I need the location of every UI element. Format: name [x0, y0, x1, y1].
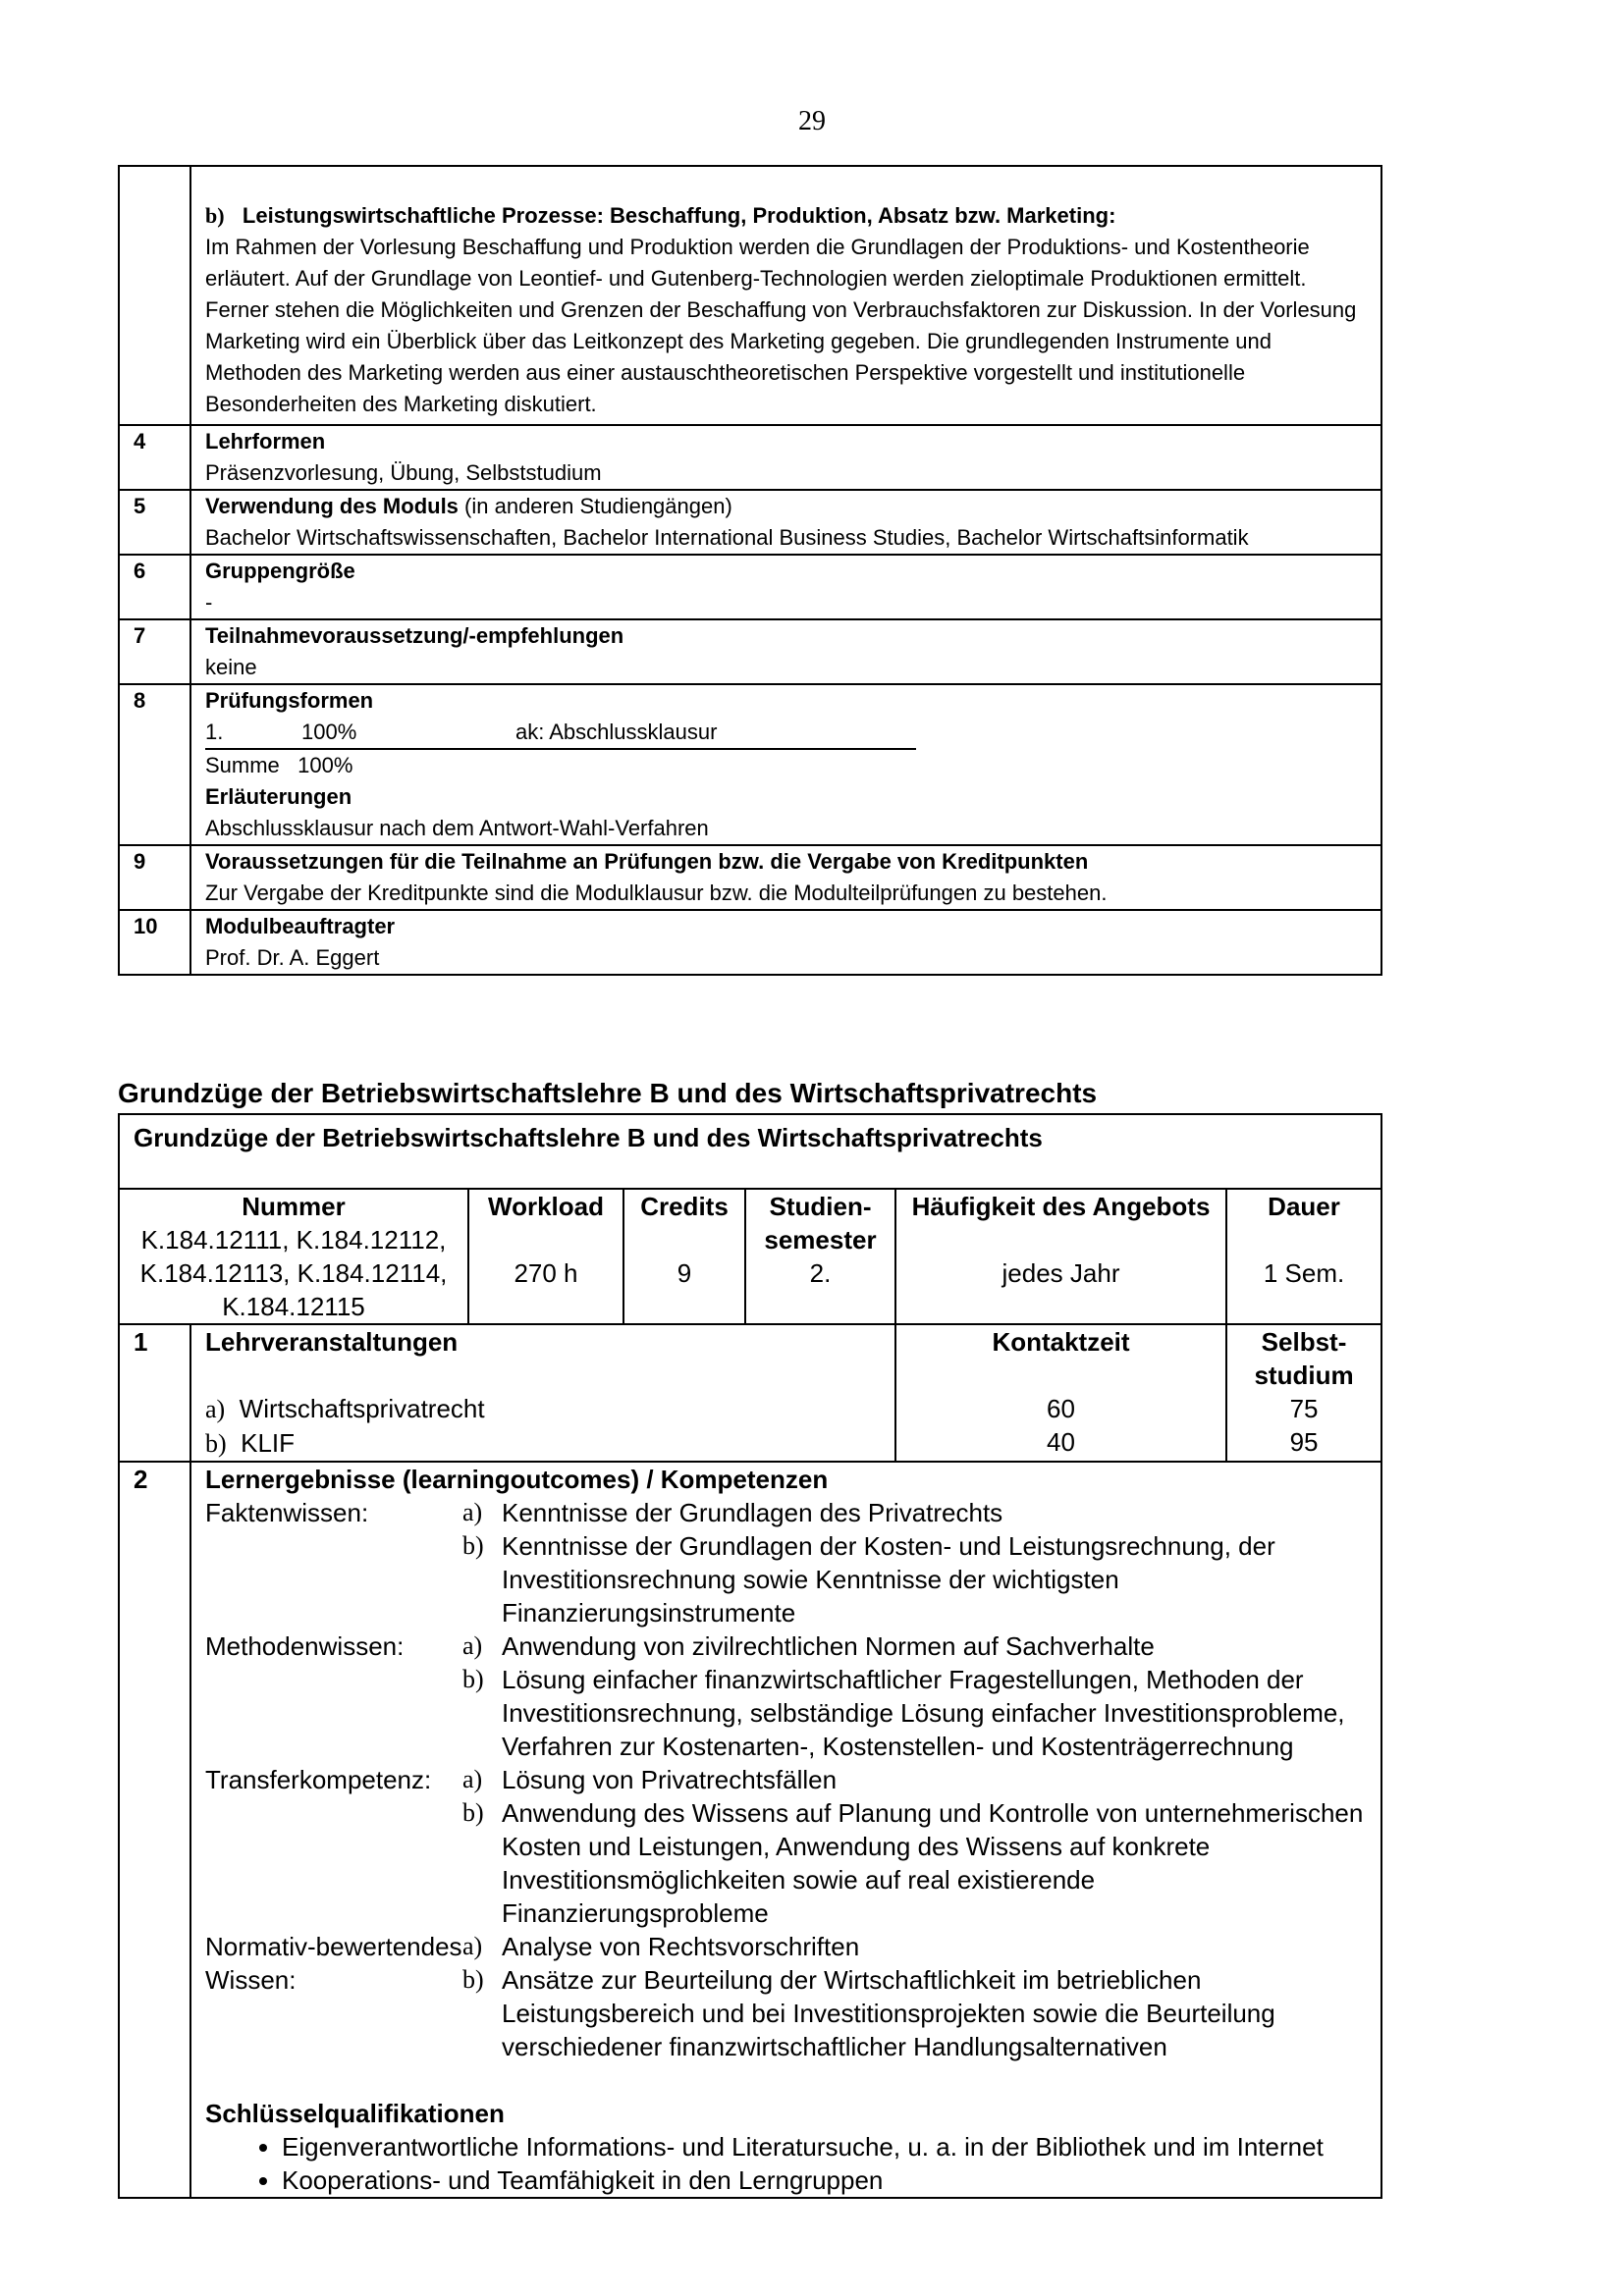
exam-item-type: ak: Abschlussklausur: [515, 720, 718, 744]
lo-group: [205, 1930, 1367, 2063]
table-row: [119, 490, 1381, 555]
module-table-continued: [118, 165, 1382, 976]
content-text: Im Rahmen der Vorlesung Beschaffung und Produktion werden die Grundlagen der Produktions- und Kostentheorie erläutert. Auf der Grundlage von Leontief- und Gutenberg-Technologien werden zieloptimale Produktionen ermittelt. Ferner stehen die Möglichkeiten und Grenzen der Beschaffung von Verbrauchsfaktoren zur Diskussion. In der Vorlesung Marketing wird ein Überblick über das Leitkonzept des Marketing gegeben. Die grundlegenden Instrumente und Methoden des Marketing werden aus einer austauschtheoretischen Perspektive vorgestellt und institutionelle Besonderheiten des Marketing diskutiert.: [205, 235, 1357, 416]
row-text: keine: [205, 655, 257, 679]
lo-group: [205, 1763, 1367, 1930]
list-marker: b): [462, 1531, 484, 1560]
content-cell-b: [190, 166, 1381, 425]
header-semester: Studien-semester: [764, 1192, 877, 1255]
value-credits: 9: [677, 1258, 692, 1288]
row-number: 5: [119, 490, 190, 555]
exam-notes-title: Erläuterungen: [205, 784, 352, 809]
lo-item: Kenntnisse der Grundlagen der Kosten- und Leistungsrechnung, der Investitionsrechnung sowie Kenntnisse der wichtigsten Finanzierungsinstrumente: [502, 1531, 1275, 1628]
table-row: [119, 1189, 1381, 1324]
lv-title: Lehrveranstaltungen: [205, 1327, 459, 1357]
table-row: [119, 555, 1381, 619]
list-marker: b): [205, 1429, 227, 1458]
header-nummer: Nummer: [242, 1192, 346, 1221]
header-credits: Credits: [640, 1192, 729, 1221]
exam-line: [205, 717, 916, 750]
exam-sum-label: Summe: [205, 753, 280, 777]
list-marker: a): [462, 1765, 483, 1793]
value-semester: 2.: [809, 1258, 832, 1288]
lo-item: Kenntnisse der Grundlagen des Privatrechts: [502, 1498, 1003, 1527]
row-title: Modulbeauftragter: [205, 914, 396, 938]
value-dauer: 1 Sem.: [1263, 1258, 1345, 1288]
exam-item-pct: 100%: [301, 720, 357, 744]
row-title-suffix: (in anderen Studiengängen): [458, 494, 732, 518]
list-marker: a): [462, 1932, 483, 1960]
row-text: Prof. Dr. A. Eggert: [205, 945, 380, 970]
table-row: [119, 166, 1381, 425]
list-marker: b): [205, 203, 225, 228]
exam-sum-pct: 100%: [298, 753, 353, 777]
lv-selbst-value: 95: [1289, 1427, 1319, 1457]
module-heading: Grundzüge der Betriebswirtschaftslehre B und des Wirtschaftsprivatrechts: [118, 1078, 1098, 1108]
lo-item: Lösung einfacher finanzwirtschaftlicher Fragestellungen, Methoden der Investitionsrechnung, selbständige Lösung einfacher Investitionsprobleme, Verfahren zur Kostenarten-, Kostenstellen- und Kostenträgerrechnung: [502, 1665, 1345, 1761]
sq-title: Schlüsselqualifikationen: [205, 2099, 505, 2128]
row-number: 2: [119, 1462, 190, 2198]
lo-group-label: Normativ-bewertendes Wissen:: [205, 1932, 462, 1995]
page-number: 29: [798, 106, 826, 136]
list-marker: b): [462, 1665, 484, 1693]
table-row: [119, 1462, 1381, 2198]
lo-group-label: Faktenwissen:: [205, 1498, 369, 1527]
exam-title: Prüfungsformen: [205, 688, 374, 713]
lo-item: Anwendung des Wissens auf Planung und Kontrolle von unternehmerischen Kosten und Leistungen, Anwendung des Wissens auf konkrete Investitionsmöglichkeiten sowie auf real existierende Finanzierungsprobleme: [502, 1798, 1364, 1928]
row-title: Gruppengröße: [205, 559, 355, 583]
table-row: [119, 910, 1381, 975]
exam-notes-text: Abschlussklausur nach dem Antwort-Wahl-Verfahren: [205, 816, 709, 840]
header-dauer: Dauer: [1268, 1192, 1340, 1221]
header-workload: Workload: [488, 1192, 604, 1221]
lo-group: [205, 1496, 1367, 1629]
lo-item: Lösung von Privatrechtsfällen: [502, 1765, 838, 1794]
row-text: -: [205, 590, 213, 614]
row-title: Voraussetzungen für die Teilnahme an Prüfungen bzw. die Vergabe von Kreditpunkten: [205, 849, 1089, 874]
module-table: [118, 1113, 1382, 2199]
table-row: [119, 684, 1381, 845]
list-marker: b): [462, 1798, 484, 1827]
row-title: Teilnahmevoraussetzung/-empfehlungen: [205, 623, 624, 648]
content-title: Leistungswirtschaftliche Prozesse: Beschaffung, Produktion, Absatz bzw. Marketing:: [242, 203, 1116, 228]
value-haeufigkeit: jedes Jahr: [1001, 1258, 1120, 1288]
lv-selbst-value: 75: [1289, 1394, 1319, 1423]
list-item: • Eigenverantwortliche Informations- und Literatursuche, u. a. in der Bibliothek und im Internet: [282, 2130, 1367, 2163]
lo-group-label: Transferkompetenz:: [205, 1765, 432, 1794]
sq-list: [205, 2130, 1367, 2197]
exam-item-no: 1.: [205, 720, 224, 744]
lv-item-name: KLIF: [241, 1428, 296, 1458]
table-row: [119, 425, 1381, 490]
row-number: 1: [119, 1324, 190, 1462]
lo-group-label: Methodenwissen:: [205, 1631, 405, 1661]
lv-kontakt-value: 60: [1047, 1394, 1075, 1423]
lo-item: Ansätze zur Beurteilung der Wirtschaftlichkeit im betrieblichen Leistungsbereich und bei Investitionsprojekten sowie die Beurteilung verschiedener finanzwirtschaftlicher Handlungsalternativen: [502, 1965, 1275, 2061]
lv-item: [205, 1426, 881, 1461]
header-haeufigkeit: Häufigkeit des Angebots: [911, 1192, 1211, 1221]
lo-item: Analyse von Rechtsvorschriften: [502, 1932, 860, 1961]
row-title: Verwendung des Moduls: [205, 494, 459, 518]
row-number: 10: [119, 910, 190, 975]
header-kontaktzeit: Kontaktzeit: [992, 1327, 1130, 1357]
lv-item-name: Wirtschaftsprivatrecht: [239, 1394, 485, 1423]
lo-group: [205, 1629, 1367, 1763]
lv-item: [205, 1392, 881, 1426]
value-workload: 270 h: [514, 1258, 578, 1288]
list-item: • Kooperations- und Teamfähigkeit in den Lerngruppen: [282, 2163, 1367, 2197]
list-marker: b): [462, 1965, 484, 1994]
row-text: Präsenzvorlesung, Übung, Selbststudium: [205, 460, 602, 485]
row-title: Lehrformen: [205, 429, 326, 454]
module-table-title: Grundzüge der Betriebswirtschaftslehre B und des Wirtschaftsprivatrechts: [119, 1114, 1381, 1189]
list-marker: a): [205, 1395, 226, 1423]
row-number: 6: [119, 555, 190, 619]
table-row: [119, 1114, 1381, 1189]
row-number: 8: [119, 684, 190, 845]
lv-kontakt-value: 40: [1047, 1427, 1075, 1457]
list-marker: a): [462, 1631, 483, 1660]
list-marker: a): [462, 1498, 483, 1526]
header-selbststudium: Selbst-studium: [1254, 1327, 1354, 1390]
row-number: 9: [119, 845, 190, 910]
table-row: [119, 1324, 1381, 1462]
value-nummer: K.184.12111, K.184.12112, K.184.12113, K.184.12114, K.184.12115: [139, 1225, 448, 1321]
row-number: 7: [119, 619, 190, 684]
row-text: Zur Vergabe der Kreditpunkte sind die Modulklausur bzw. die Modulteilprüfungen zu bestehen.: [205, 881, 1108, 905]
table-row: [119, 619, 1381, 684]
lo-item: Anwendung von zivilrechtlichen Normen auf Sachverhalte: [502, 1631, 1155, 1661]
row-number: 4: [119, 425, 190, 490]
row-text: Bachelor Wirtschaftswissenschaften, Bachelor International Business Studies, Bachelor Wirtschaftsinformatik: [205, 525, 1249, 550]
lo-title: Lernergebnisse (learningoutcomes) / Kompetenzen: [205, 1465, 829, 1494]
table-row: [119, 845, 1381, 910]
